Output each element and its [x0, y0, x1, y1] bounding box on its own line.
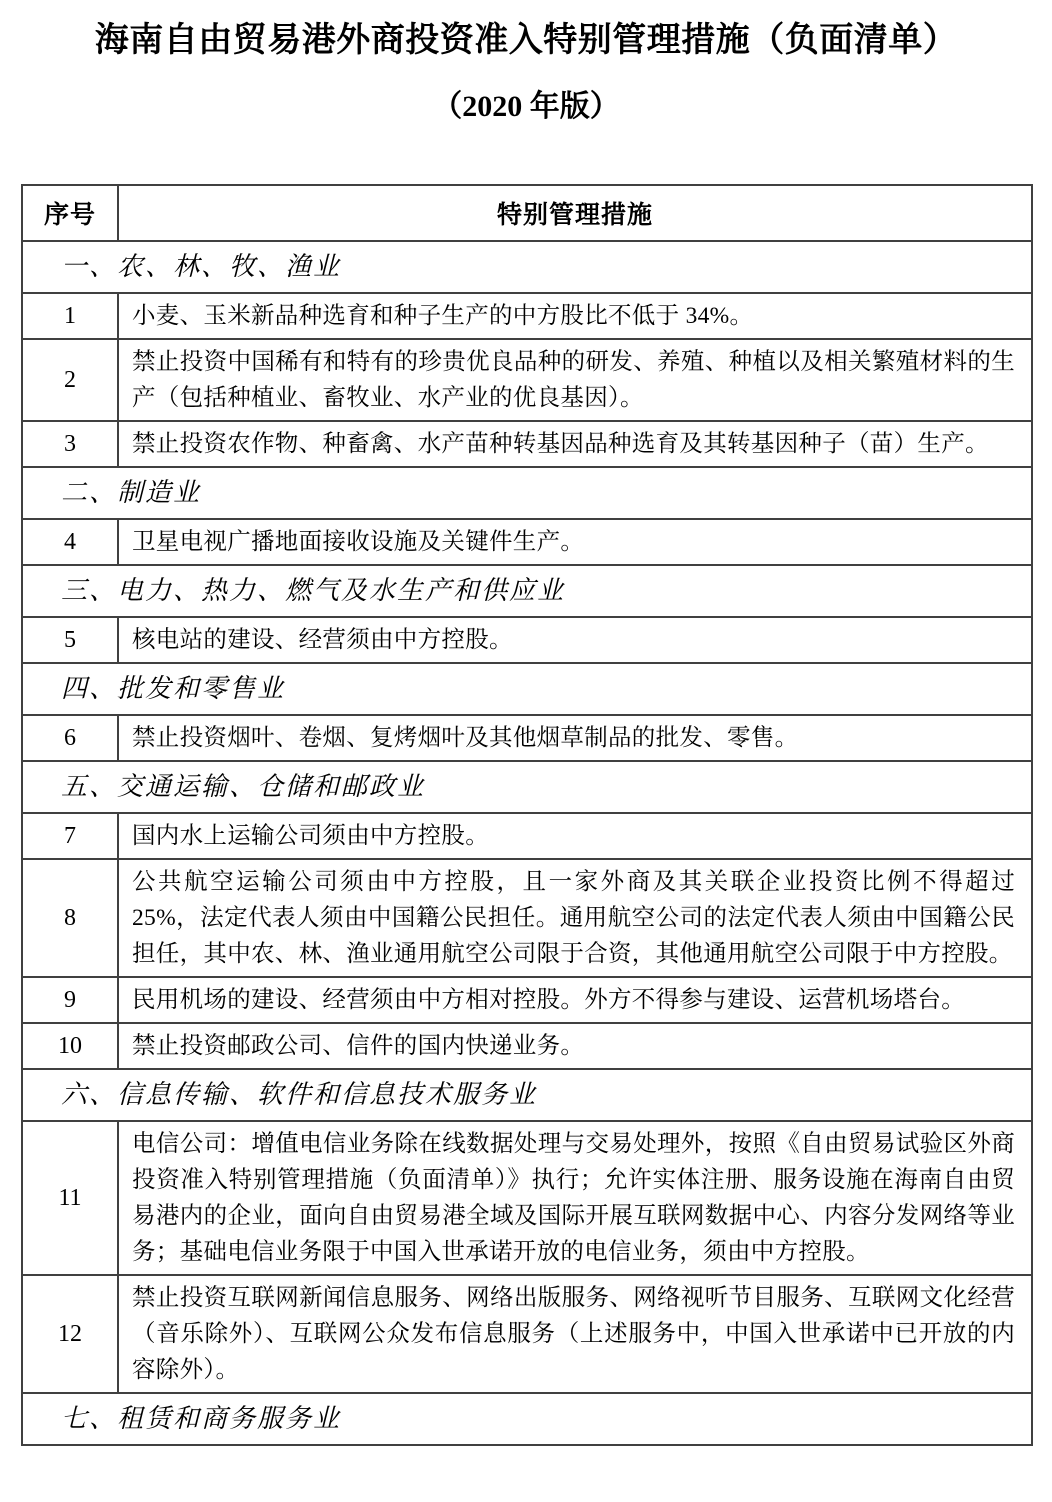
measure-text: 禁止投资烟叶、卷烟、复烤烟叶及其他烟草制品的批发、零售。 [118, 715, 1032, 761]
section-row [22, 1069, 1032, 1121]
row-number: 9 [22, 977, 118, 1023]
row-number: 5 [22, 617, 118, 663]
section-row [22, 241, 1032, 293]
measure-text: 禁止投资互联网新闻信息服务、网络出版服务、网络视听节目服务、互联网文化经营（音乐除外）、互联网公众发布信息服务（上述服务中，中国入世承诺中已开放的内容除外）。 [118, 1275, 1032, 1393]
measure-text: 公共航空运输公司须由中方控股，且一家外商及其关联企业投资比例不得超过 25%，法定代表人须由中国籍公民担任。通用航空公司的法定代表人须由中国籍公民担任，其中农、林、渔业通用航空公司限于合资，其他通用航空公司限于中方控股。 [118, 859, 1032, 977]
row-number: 11 [22, 1121, 118, 1275]
section-title: 五、交通运输、仓储和邮政业 [22, 761, 1032, 813]
measure-text: 民用机场的建设、经营须由中方相对控股。外方不得参与建设、运营机场塔台。 [118, 977, 1032, 1023]
measure-text: 禁止投资农作物、种畜禽、水产苗种转基因品种选育及其转基因种子（苗）生产。 [118, 421, 1032, 467]
table-body [22, 185, 1032, 1445]
row-number: 12 [22, 1275, 118, 1393]
measure-row [22, 339, 1032, 421]
measure-text: 国内水上运输公司须由中方控股。 [118, 813, 1032, 859]
section-title: 四、批发和零售业 [22, 663, 1032, 715]
section-row [22, 565, 1032, 617]
section-title: 七、租赁和商务服务业 [22, 1393, 1032, 1445]
measure-text: 卫星电视广播地面接收设施及关键件生产。 [118, 519, 1032, 565]
section-title: 六、信息传输、软件和信息技术服务业 [22, 1069, 1032, 1121]
measure-text: 小麦、玉米新品种选育和种子生产的中方股比不低于 34%。 [118, 293, 1032, 339]
row-number: 6 [22, 715, 118, 761]
row-number: 10 [22, 1023, 118, 1069]
measure-row [22, 617, 1032, 663]
measure-row [22, 293, 1032, 339]
section-title: 三、电力、热力、燃气及水生产和供应业 [22, 565, 1032, 617]
measure-row [22, 977, 1032, 1023]
section-row [22, 663, 1032, 715]
measure-text: 电信公司：增值电信业务除在线数据处理与交易处理外，按照《自由贸易试验区外商投资准入特别管理措施（负面清单）》执行；允许实体注册、服务设施在海南自由贸易港内的企业，面向自由贸易港全域及国际开展互联网数据中心、内容分发网络等业务；基础电信业务限于中国入世承诺开放的电信业务，须由中方控股。 [118, 1121, 1032, 1275]
measure-row [22, 1275, 1032, 1393]
measure-text: 禁止投资邮政公司、信件的国内快递业务。 [118, 1023, 1032, 1069]
section-title: 一、农、林、牧、渔业 [22, 241, 1032, 293]
row-number: 8 [22, 859, 118, 977]
measure-text: 禁止投资中国稀有和特有的珍贵优良品种的研发、养殖、种植以及相关繁殖材料的生产（包括种植业、畜牧业、水产业的优良基因）。 [118, 339, 1032, 421]
row-number: 4 [22, 519, 118, 565]
col-header-special-measures: 特别管理措施 [118, 185, 1032, 241]
measure-row [22, 421, 1032, 467]
measure-row [22, 1121, 1032, 1275]
section-row [22, 1393, 1032, 1445]
row-number: 3 [22, 421, 118, 467]
row-number: 7 [22, 813, 118, 859]
document-subtitle: （2020 年版） [432, 90, 620, 123]
measure-row [22, 813, 1032, 859]
col-header-serial-number: 序号 [22, 185, 118, 241]
row-number: 1 [22, 293, 118, 339]
section-row [22, 761, 1032, 813]
section-title: 二、制造业 [22, 467, 1032, 519]
measure-row [22, 859, 1032, 977]
measure-row [22, 1023, 1032, 1069]
section-row [22, 467, 1032, 519]
row-number: 2 [22, 339, 118, 421]
measure-row [22, 519, 1032, 565]
measure-text: 核电站的建设、经营须由中方控股。 [118, 617, 1032, 663]
document-title: 海南自由贸易港外商投资准入特别管理措施（负面清单） [94, 22, 958, 59]
table-header-row [22, 185, 1032, 241]
negative-list-table [21, 184, 1033, 1446]
measure-row [22, 715, 1032, 761]
